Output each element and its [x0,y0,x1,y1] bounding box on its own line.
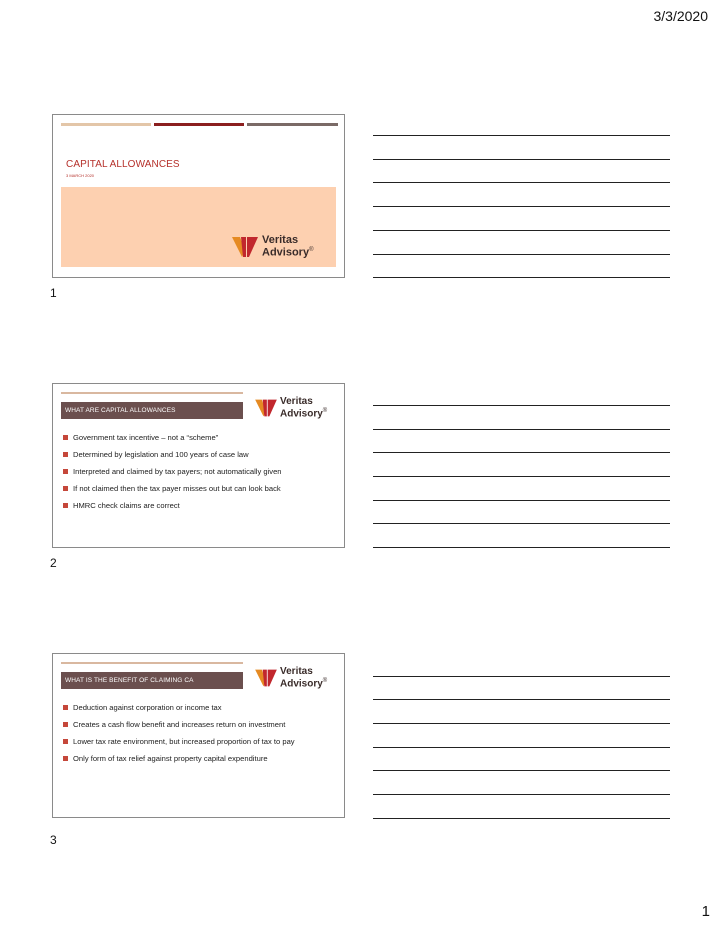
registered-mark: ® [322,678,328,684]
list-item: Only form of tax relief against property capital expenditure [63,753,336,764]
print-date: 3/3/2020 [653,8,708,24]
list-item: Deduction against corporation or income tax [63,702,336,713]
list-item: Lower tax rate environment, but increased proportion of tax to pay [63,736,336,747]
slide-2-bullet-list [63,432,336,517]
slide-3-header: WHAT IS THE BENEFIT OF CLAIMING CA [65,677,194,684]
logo-line-1: Veritas [280,666,313,677]
veritas-logo-icon [255,668,277,688]
list-item: Interpreted and claimed by tax payers; not automatically given [63,466,336,477]
veritas-logo [232,235,314,259]
bullet-square-icon [63,705,68,710]
list-item: Creates a cash flow benefit and increases return on investment [63,719,336,730]
slide-2-header: WHAT ARE CAPITAL ALLOWANCES [65,407,176,414]
list-item: Government tax incentive – not a “scheme” [63,432,336,443]
slide-1-number: 1 [50,286,57,300]
logo-line-1: Veritas [262,234,299,247]
slide-1-accent-bars [61,123,336,126]
bullet-square-icon [63,739,68,744]
slide-1-subtitle: 3 MARCH 2020 [66,173,95,178]
slide-3 [52,653,345,818]
list-item: HMRC check claims are correct [63,500,336,511]
bullet-square-icon [63,452,68,457]
registered-mark: ® [309,247,314,254]
slide-2-header-bar [61,402,243,419]
slide-1-title: CAPITAL ALLOWANCES [66,159,180,170]
registered-mark: ® [322,408,328,414]
slide-3-bullet-list [63,702,336,770]
logo-line-2: Advisory [280,678,323,690]
slide-1 [52,114,345,278]
logo-line-2: Advisory [280,408,323,420]
slide-2-accent-bars [61,392,243,394]
veritas-logo [255,397,327,419]
veritas-logo [255,667,327,689]
bullet-square-icon [63,486,68,491]
slide-3-accent-bars [61,662,243,664]
list-item: If not claimed then the tax payer misses out but can look back [63,483,336,494]
bullet-square-icon [63,722,68,727]
slide-2-number: 2 [50,556,57,570]
bullet-square-icon [63,435,68,440]
page-number: 1 [701,903,710,920]
slide-2 [52,383,345,548]
logo-line-1: Veritas [280,396,313,407]
bullet-square-icon [63,503,68,508]
slide-3-header-bar [61,672,243,689]
veritas-logo-icon [255,398,277,418]
bullet-square-icon [63,469,68,474]
slide-3-number: 3 [50,833,57,847]
bullet-square-icon [63,756,68,761]
veritas-logo-icon [232,235,258,259]
list-item: Determined by legislation and 100 years of case law [63,449,336,460]
logo-line-2: Advisory [262,246,310,259]
